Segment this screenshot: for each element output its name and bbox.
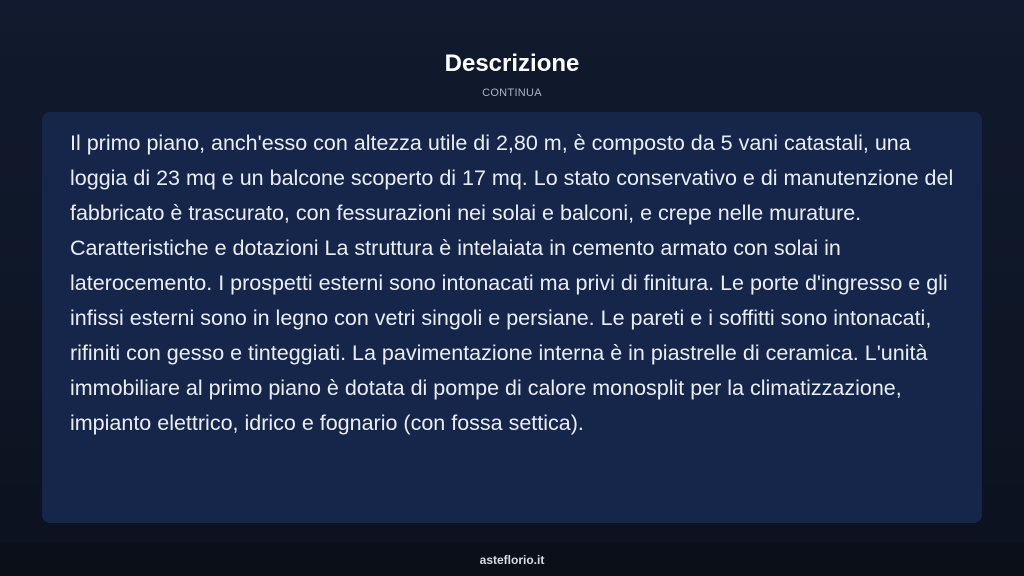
page-title: Descrizione bbox=[444, 50, 580, 77]
footer-bar bbox=[0, 543, 1024, 576]
page-subtitle: CONTINUA bbox=[482, 87, 542, 99]
footer-site-label: asteflorio.it bbox=[479, 553, 545, 567]
page-header bbox=[0, 48, 1024, 100]
description-card bbox=[42, 112, 982, 523]
description-text: Il primo piano, anch'esso con altezza utile di 2,80 m, è composto da 5 vani catastali, una loggia di 23 mq e un balcone scoperto di 17 mq. Lo stato conservativo e di manutenzione del fabbricato è trascurato, con fessurazioni nei solai e balconi, e crepe nelle murature. Caratteristiche e dotazioni La struttura è intelaiata in cemento armato con solai in laterocemento. I prospetti esterni sono intonacati ma privi di finitura. Le porte d'ingresso e gli infissi esterni sono in legno con vetri singoli e persiane. Le pareti e i soffitti sono intonacati, rifiniti con gesso e tinteggiati. La pavimentazione interna è in piastrelle di ceramica. L'unità immobiliare al primo piano è dotata di pompe di calore monosplit per la climatizzazione, impianto elettrico, idrico e fognario (con fossa settica). bbox=[70, 131, 954, 435]
